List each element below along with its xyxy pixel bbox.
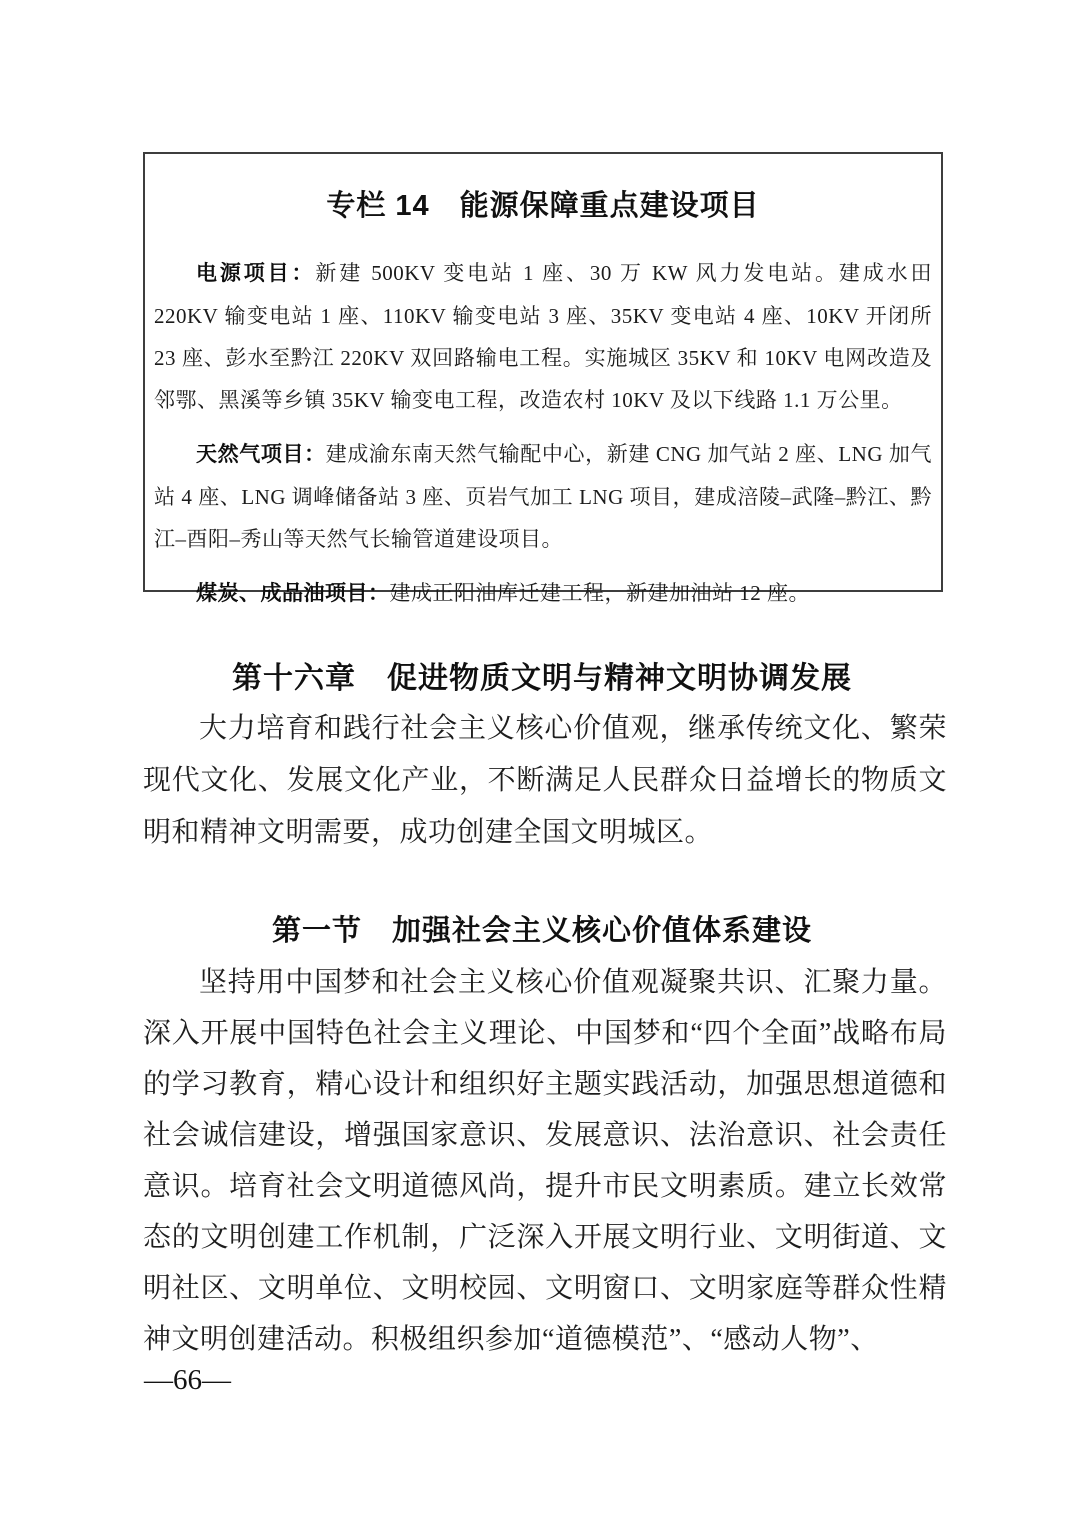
chapter-lead-paragraph: 大力培育和践行社会主义核心价值观，继承传统文化、繁荣现代文化、发展文化产业，不断满足人民群众日益增长的物质文明和精神文明需要，成功创建全国文明城区。 (143, 713, 947, 848)
coal-oil-projects-text: 建成正阳油库迁建工程，新建加油站 12 座。 (389, 581, 810, 605)
power-projects-label: 电源项目： (196, 262, 316, 285)
power-projects-text: 新建 500KV 变电站 1 座、30 万 KW 风力发电站。建成水田 220KV 输变电站 1 座、110KV 输变电站 3 座、35KV 变电站 4 座、10KV 开闭所 23 座、彭水至黔江 220KV 双回路输电工程。实施城区 35KV 和 10KV 电网改造及邻鄂、黑溪等乡镇 35KV 输变电工程，改造农村 10KV 及以下线路 1.1 万公里。 (154, 261, 932, 412)
coal-oil-projects-label: 煤炭、成品油项目： (196, 582, 390, 605)
info-box-paragraph-power (145, 252, 941, 421)
page-number: —66— (144, 1364, 231, 1396)
chapter-heading: 第十六章 促进物质文明与精神文明协调发展 (232, 662, 852, 695)
info-box-title: 专栏 14 能源保障重点建设项目 (326, 190, 760, 222)
gas-projects-label: 天然气项目： (196, 443, 326, 466)
section-body-paragraph: 坚持用中国梦和社会主义核心价值观凝聚共识、汇聚力量。深入开展中国特色社会主义理论、中国梦和“四个全面”战略布局的学习教育，精心设计和组织好主题实践活动，加强思想道德和社会诚信建设，增强国家意识、发展意识、法治意识、社会责任意识。培育社会文明道德风尚，提升市民文明素质。建立长效常态的文明创建工作机制，广泛深入开展文明行业、文明街道、文明社区、文明单位、文明校园、文明窗口、文明家庭等群众性精神文明创建活动。积极组织参加“道德模范”、“感动人物”、 (143, 967, 947, 1355)
gas-projects-text: 建成渝东南天然气输配中心，新建 CNG 加气站 2 座、LNG 加气站 4 座、LNG 调峰储备站 3 座、页岩气加工 LNG 项目，建成涪陵–武隆–黔江、黔江–酉阳–秀山等天然气长输管道建设项目。 (154, 442, 932, 551)
section-heading: 第一节 加强社会主义核心价值体系建设 (271, 915, 812, 947)
info-box-paragraph-gas (145, 433, 941, 560)
energy-projects-info-box (143, 152, 943, 605)
info-box-paragraph-coal-oil (145, 572, 941, 615)
